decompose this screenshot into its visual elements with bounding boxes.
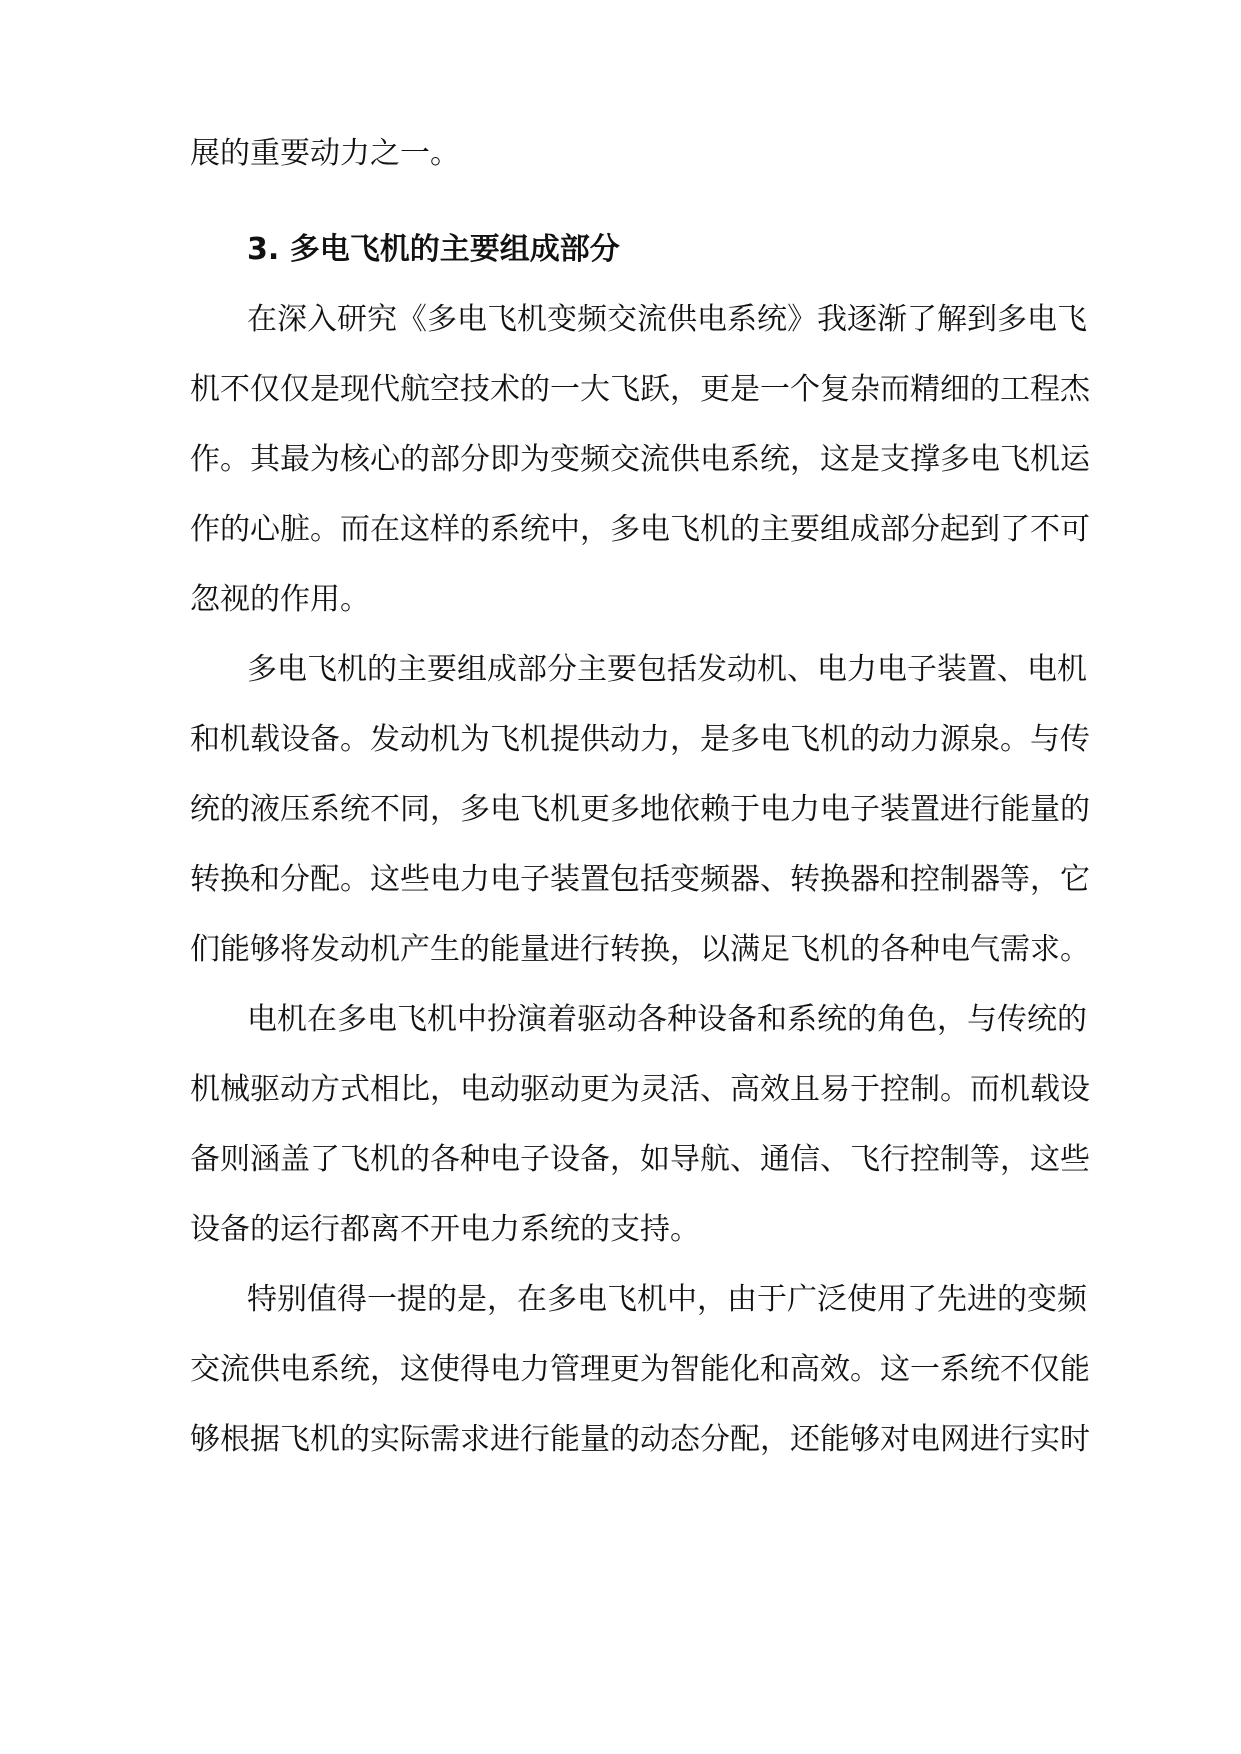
- paragraph-line: 电机在多电飞机中扮演着驱动各种设备和系统的角色，与传统的: [247, 1002, 1087, 1037]
- paragraph-line: 备则涵盖了飞机的各种电子设备，如导航、通信、飞行控制等，这些: [190, 1142, 1090, 1177]
- paragraph-line: 特别值得一提的是，在多电飞机中，由于广泛使用了先进的变频: [247, 1282, 1087, 1317]
- intro-tail-line: 展的重要动力之一。: [190, 136, 460, 171]
- paragraph-line: 和机载设备。发动机为飞机提供动力，是多电飞机的动力源泉。与传: [190, 722, 1090, 757]
- paragraph-line: 作的心脏。而在这样的系统中，多电飞机的主要组成部分起到了不可: [190, 512, 1090, 547]
- paragraph-line: 转换和分配。这些电力电子装置包括变频器、转换器和控制器等，它: [190, 862, 1090, 897]
- paragraph-line: 们能够将发动机产生的能量进行转换，以满足飞机的各种电气需求。: [190, 932, 1090, 967]
- section-heading: 3. 多电飞机的主要组成部分: [247, 232, 620, 267]
- paragraph-line: 统的液压系统不同，多电飞机更多地依赖于电力电子装置进行能量的: [190, 792, 1090, 827]
- paragraph-line: 机械驱动方式相比，电动驱动更为灵活、高效且易于控制。而机载设: [190, 1072, 1090, 1107]
- paragraph-line: 忽视的作用。: [190, 582, 370, 617]
- paragraph-line: 交流供电系统，这使得电力管理更为智能化和高效。这一系统不仅能: [190, 1352, 1090, 1387]
- paragraph-line: 够根据飞机的实际需求进行能量的动态分配，还能够对电网进行实时: [190, 1422, 1090, 1457]
- paragraph-line: 在深入研究《多电飞机变频交流供电系统》我逐渐了解到多电飞: [247, 302, 1087, 337]
- paragraph-line: 机不仅仅是现代航空技术的一大飞跃，更是一个复杂而精细的工程杰: [190, 372, 1090, 407]
- paragraph-line: 作。其最为核心的部分即为变频交流供电系统，这是支撑多电飞机运: [190, 442, 1090, 477]
- paragraph-line: 多电飞机的主要组成部分主要包括发动机、电力电子装置、电机: [247, 652, 1087, 687]
- paragraph-line: 设备的运行都离不开电力系统的支持。: [190, 1212, 700, 1247]
